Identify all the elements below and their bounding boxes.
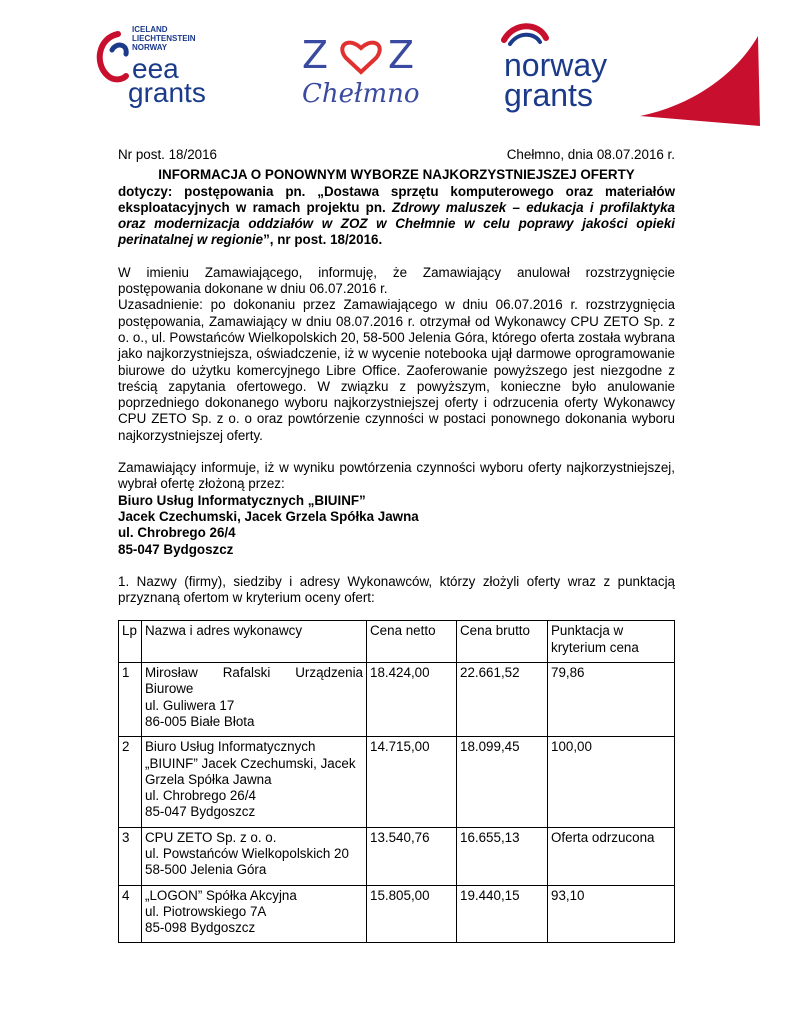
header-name: Nazwa i adres wykonawcy: [142, 621, 367, 663]
cell-brutto: 18.099,45: [457, 737, 548, 827]
table-row: [119, 737, 675, 827]
norway-grants-logo: [490, 16, 760, 126]
subject-end: ”, nr post. 18/2016.: [263, 232, 383, 248]
name-line: „LOGON” Spółka Akcyjna: [145, 887, 297, 903]
name-line: ul. Piotrowskiego 7A: [145, 903, 267, 919]
cell-brutto: 19.440,15: [457, 885, 548, 943]
paragraph-selection: Zamawiający informuje, iż w wyniku powtórzenia czynności wyboru oferty najkorzystniejszej, wybrał ofertę złożoną przez:: [118, 460, 675, 492]
project-name: Zdrowy maluszek – edukacja i profilaktyka oraz modernizacja oddziałów w ZOZ w Chełmnie w celu poprawy jakości opieki perinatalnej w regionie: [118, 199, 676, 248]
cell-brutto: 16.655,13: [457, 827, 548, 885]
name-line: ul. Guliwera 17: [145, 697, 235, 713]
svg-text:Chełmno: Chełmno: [302, 79, 420, 109]
name-line: 86-005 Białe Błota: [145, 713, 255, 729]
cell-name: [142, 663, 367, 737]
cell-brutto: 22.661,52: [457, 663, 548, 737]
svg-text:NORWAY: NORWAY: [132, 43, 168, 52]
svg-text:grants: grants: [504, 77, 593, 113]
winner-owners: Jacek Czechumski, Jacek Grzela Spółka Jawna: [118, 508, 419, 524]
cell-points: 100,00: [548, 737, 675, 827]
cell-lp: 4: [119, 885, 142, 943]
header-brutto: Cena brutto: [457, 621, 548, 663]
svg-text:LIECHTENSTEIN: LIECHTENSTEIN: [132, 34, 196, 43]
name-line: Biuro Usług Informatycznych: [145, 739, 316, 755]
svg-text:Z: Z: [388, 33, 415, 77]
cell-points: 93,10: [548, 885, 675, 943]
subject: [118, 184, 675, 249]
place-date: Chełmno, dnia 08.07.2016 r.: [506, 147, 675, 162]
name-line: ul. Powstańców Wielkopolskich 20: [145, 845, 349, 861]
table-row: [119, 663, 675, 737]
paragraph-justification: Uzasadnienie: po dokonaniu przez Zamawiającego w dniu 06.07.2016 r. rozstrzygnięcia postępowania, Zamawiający w dniu 08.07.2016 r. otrzymał od Wykonawcy CPU ZETO Sp. z o. o., ul. Powstańców Wielkopolskich 20, 58-500 Jelenia Góra, którego oferta została wybrana jako najkorzystniejsza, oświadczenie, iż w wycenie notebooka ujął darmowe oprogramowanie biurowe do użytku komercyjnego Libre Office. Zaoferowanie powyższego jest niezgodne z treścią zapytania ofertowego. W związku z powyższym, konieczne było anulowanie poprzedniego dokonanego wyboru najkorzystniejszej oferty i odrzucenia oferty Wykonawcy CPU ZETO Sp. z o. o oraz powtórzenie czynności w postaci ponownego dokonania wyboru najkorzystniejszej oferty.: [118, 297, 675, 443]
winner-street: ul. Chrobrego 26/4: [118, 525, 236, 541]
name-line: Grzela Spółka Jawna: [145, 771, 272, 787]
cell-points: 79,86: [548, 663, 675, 737]
cell-netto: 18.424,00: [367, 663, 457, 737]
cell-name: [142, 827, 367, 885]
name-line: Biurowe: [145, 681, 194, 697]
svg-text:norway: norway: [504, 47, 608, 83]
name-line: CPU ZETO Sp. z o. o.: [145, 829, 277, 845]
name-line: ul. Chrobrego 26/4: [145, 788, 256, 804]
subject-start: dotyczy: postępowania pn. „Dostawa sprzętu komputerowego oraz materiałów eksploatacyjnych w ramach projektu pn.: [118, 183, 675, 215]
cell-lp: 2: [119, 737, 142, 827]
offers-table: [118, 620, 675, 943]
paragraph-annulment: W imieniu Zamawiającego, informuję, że Zamawiający anulował rozstrzygnięcie postępowania dokonane w dniu 06.07.2016 r.: [118, 264, 675, 297]
winner-name: Biuro Usług Informatycznych „BIUINF”: [118, 492, 366, 508]
cell-netto: 14.715,00: [367, 737, 457, 827]
table-row: [119, 885, 675, 943]
header-row: [118, 147, 675, 163]
table-header-row: [119, 621, 675, 663]
cell-netto: 13.540,76: [367, 827, 457, 885]
svg-text:grants: grants: [128, 77, 206, 108]
svg-text:eea: eea: [132, 53, 179, 84]
header-lp: Lp: [119, 621, 142, 663]
cell-name: [142, 885, 367, 943]
reference-number: Nr post. 18/2016: [118, 147, 218, 162]
paragraph-offers: 1. Nazwy (firmy), siedziby i adresy Wykonawców, którzy złożyli oferty wraz z punktacją przyznaną ofertom w kryterium oceny ofert:: [118, 573, 675, 606]
eea-grants-logo: [88, 20, 228, 112]
header-netto: Cena netto: [367, 621, 457, 663]
zoz-chelmno-logo: [296, 20, 426, 110]
table-row: [119, 827, 675, 885]
winner-city: 85-047 Bydgoszcz: [118, 541, 234, 557]
name-line: „BIUINF” Jacek Czechumski, Jacek: [145, 755, 356, 771]
name-line: 85-098 Bydgoszcz: [145, 920, 256, 936]
svg-text:ICELAND: ICELAND: [132, 25, 168, 34]
name-line: Mirosław Rafalski Urządzenia: [145, 665, 363, 681]
cell-name: [142, 737, 367, 827]
cell-lp: 1: [119, 663, 142, 737]
cell-lp: 3: [119, 827, 142, 885]
document-body: [118, 147, 675, 943]
cell-netto: 15.805,00: [367, 885, 457, 943]
cell-points: Oferta odrzucona: [548, 827, 675, 885]
header-points: Punktacja w kryterium cena: [548, 621, 675, 663]
document-title: INFORMACJA O PONOWNYM WYBORZE NAJKORZYSTNIEJSZEJ OFERTY: [158, 167, 635, 183]
name-line: 85-047 Bydgoszcz: [145, 804, 256, 820]
name-line: 58-500 Jelenia Góra: [145, 862, 267, 878]
svg-text:Z: Z: [302, 33, 329, 77]
